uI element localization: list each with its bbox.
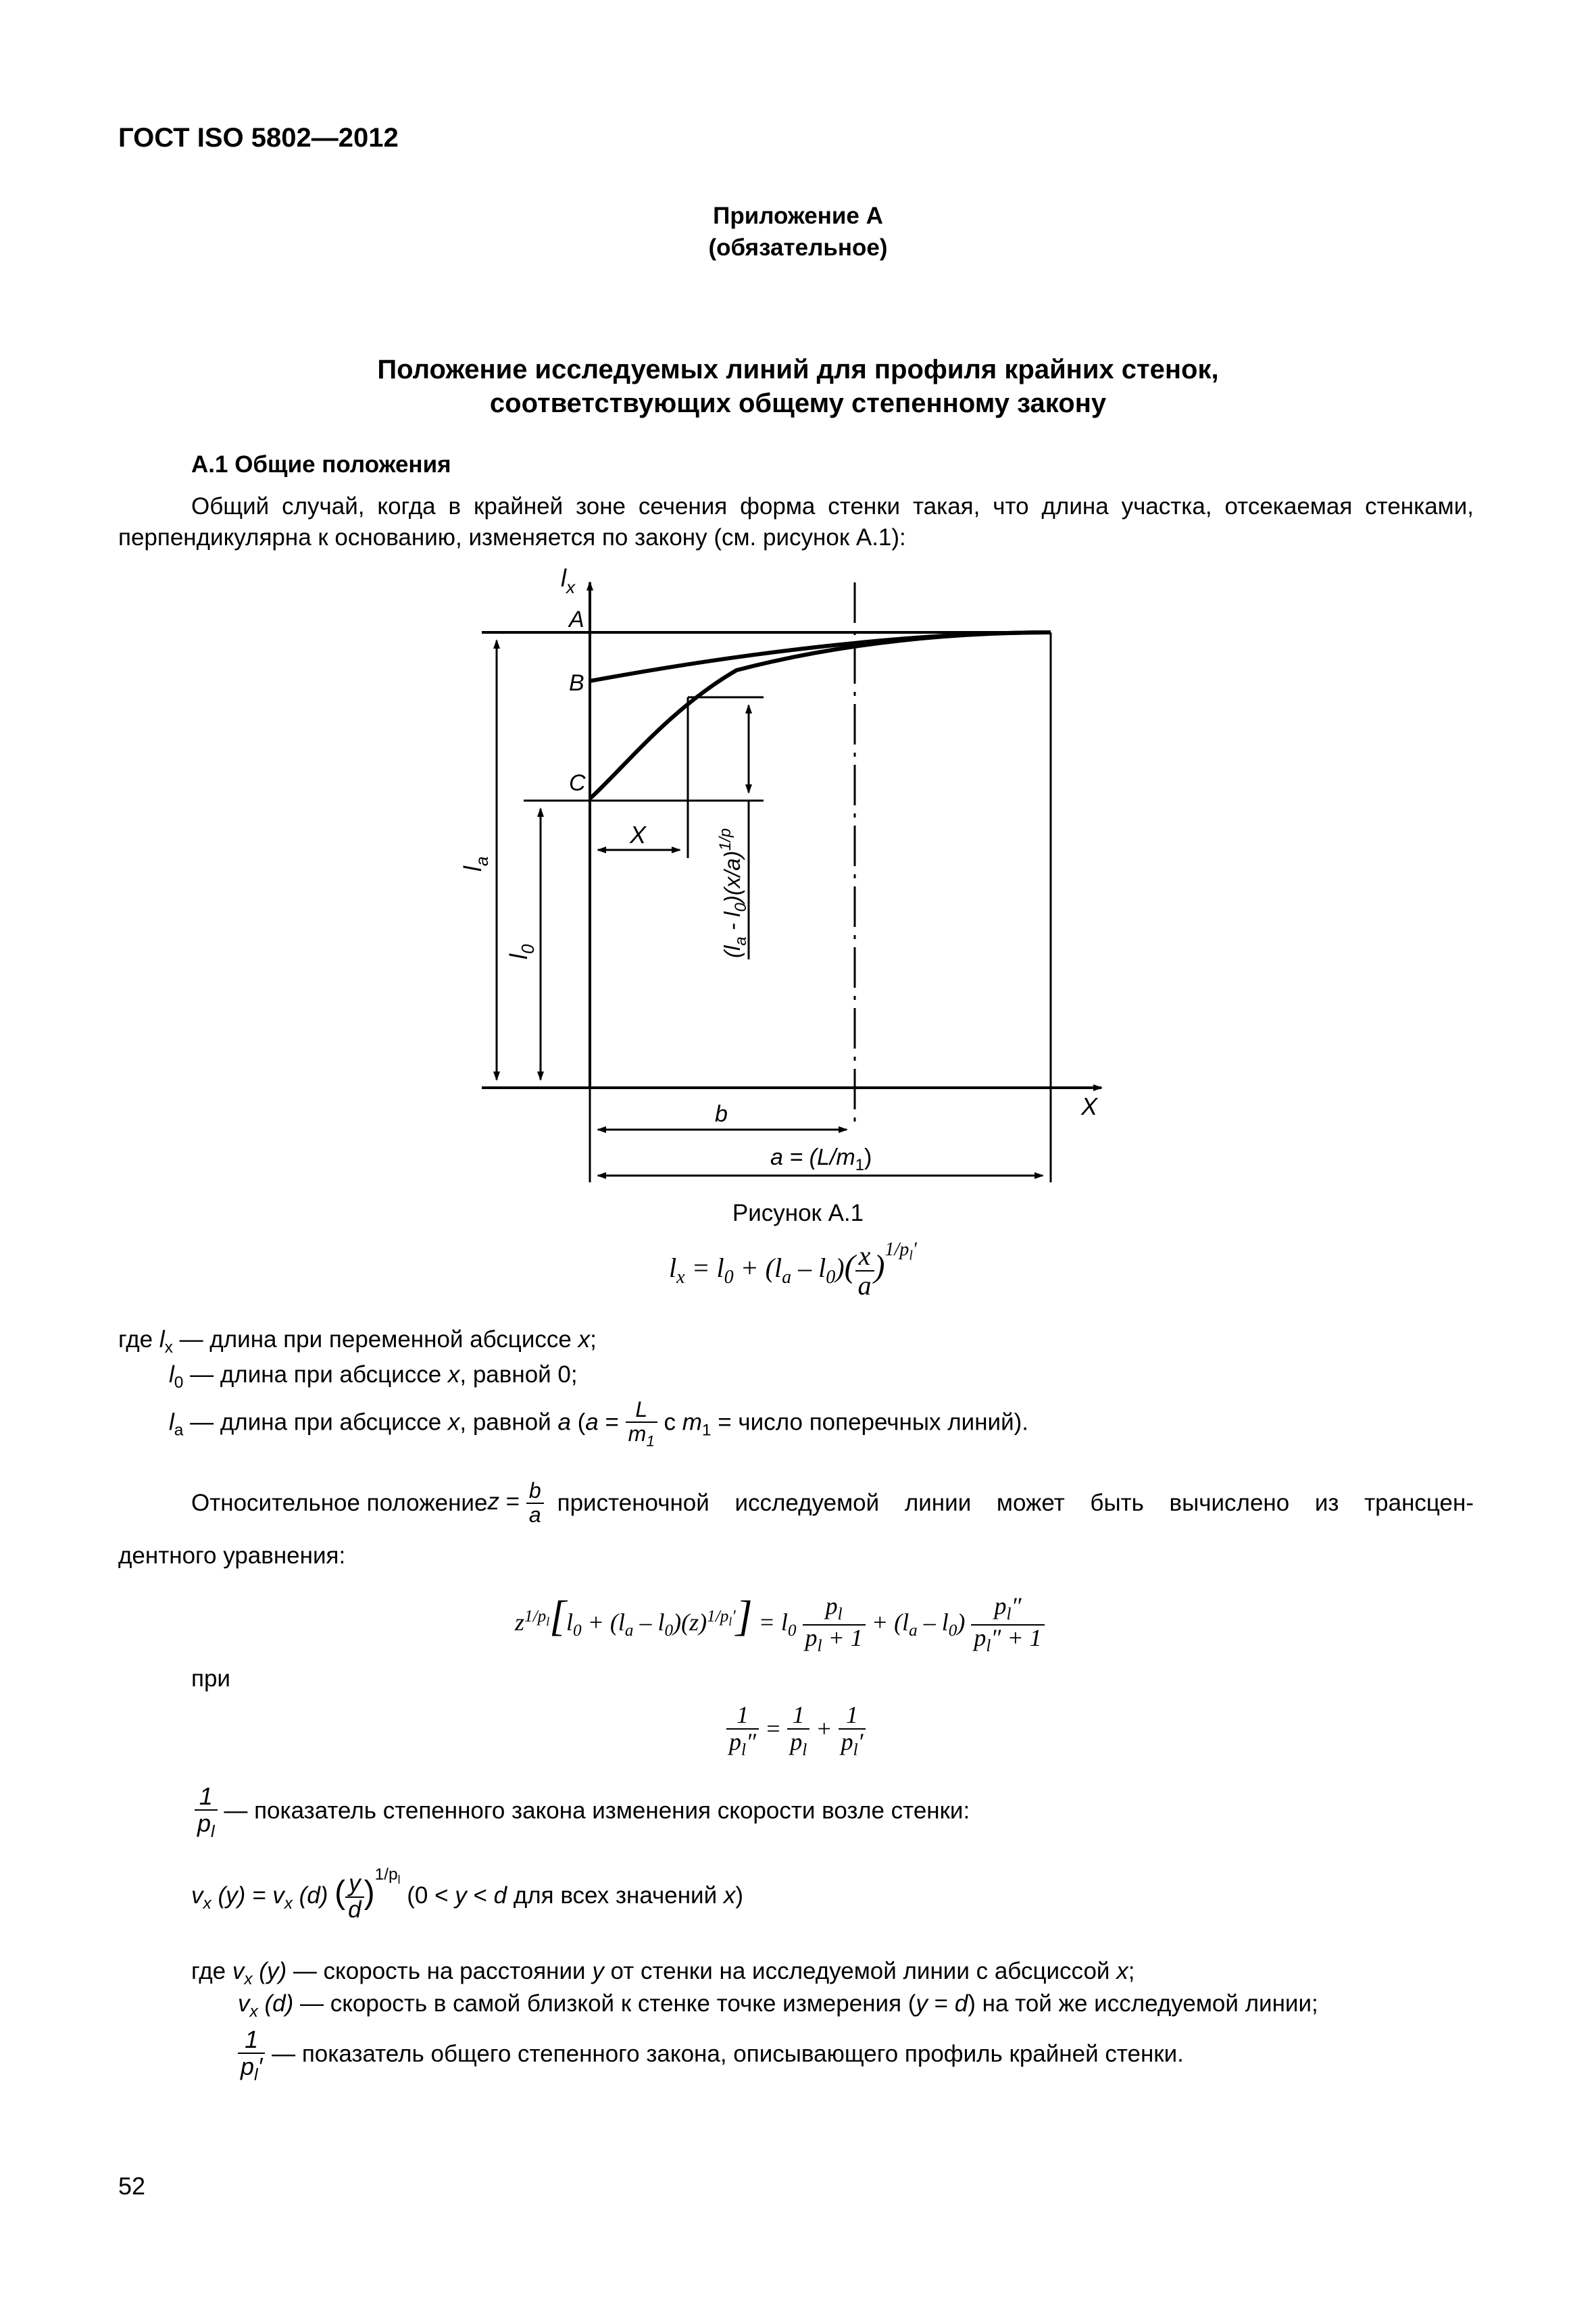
label-l0 (505, 944, 538, 959)
curve-C (590, 632, 1051, 799)
figure-caption: Рисунок А.1 (732, 1200, 864, 1226)
svg-text:l0: $l_0$ (505, 944, 538, 959)
def-la: $l_a$ — длина при абсциссе x, равной a (a = $\frac{L}{m_1}$ с $m_1$ = число поперечных линий). (169, 1397, 1029, 1449)
label-X-small: X (630, 821, 647, 849)
vdef-exponent: $\frac{1}{p_l'}$ — показатель общего степенного закона, описывающего профиль крайней стенки. (238, 2027, 1184, 2084)
svg-text:la: $l_a$ (459, 856, 492, 872)
page-number: 52 (118, 2172, 146, 2200)
vdef-vd: $v_x$ (d) — скорость в самой близкой к стенке точке измерения (y = d) на той же исследуемой линии; (238, 1990, 1318, 2021)
def-lx: где $l_x$ — длина при переменной абсциссе x; (118, 1326, 597, 1357)
para1-line1: Общий случай, когда в крайней зоне сечения форма стенки такая, что длина участка, отсекаемая стенками, (191, 493, 1474, 520)
annex-status: (обязательное) (708, 234, 888, 261)
section-title: А.1 Общие положения (191, 451, 451, 478)
def-l0: $l_0$ — длина при абсциссе x, равной 0; (169, 1361, 578, 1392)
annex-heading-line2: соответствующих общему степенному закону (489, 388, 1107, 418)
relpos-line1: Относительное положение z = $\frac{b}{a}$ пристеночной исследуемой линии может быть вычислено из трансцен- (191, 1478, 1474, 1527)
exponent-definition: $\frac{1}{p_l}$ — показатель степенного закона изменения скорости возле стенки: (195, 1784, 970, 1840)
label-a-def: $a = (L/m_1)$ (770, 1145, 872, 1174)
para1-line2: перпендикулярна к основанию, изменяется по закону (см. рисунок А.1): (118, 524, 906, 551)
curve-B (590, 632, 1051, 681)
label-la (459, 857, 492, 872)
formula-1: $l_x = l_0 + (l_a - l_0)$( $\frac{x}{a}$ )$^{1/p_l'}$ (669, 1238, 917, 1301)
label-B: B (569, 670, 584, 696)
velocity-formula: $v_x$ $(y) = v_x$ (d) ( $\frac{y}{d}$ )$^{1/p_l}$ (0 < y < d для всех значений x) (191, 1865, 744, 1923)
svg-text:(la - l0)(x/a)1/p: $(l_a - l_0)(x/a)^{1/p}$ (716, 828, 750, 958)
standard-header: ГОСТ ISO 5802—2012 (118, 123, 399, 153)
annex-heading-line1: Положение исследуемых линий для профиля крайних стенок, (377, 355, 1219, 384)
formula-2: $z^{1/p_l}[l_0 + (l_a - l_0)(z)^{1/p_l'}] = l_0$ $\frac{p_l}{p_l + 1}$ + $(l_a - l_0)$ $\frac{p_l''}{p_l'' + 1}$ (515, 1591, 1045, 1655)
vdef-vy: где $v_x$ (y) — скорость на расстоянии y от стенки на исследуемой линии с абсциссой x; (191, 1958, 1135, 1988)
relpos-line2: дентного уравнения: (118, 1542, 346, 1569)
label-b: b (715, 1101, 728, 1127)
label-C: C (569, 770, 586, 796)
label-lx: $l_x$ (561, 564, 575, 597)
pri-label: при (191, 1665, 230, 1692)
annex-title: Приложение А (713, 203, 883, 229)
label-X-axis: X (1081, 1092, 1098, 1120)
formula-3: $\frac{1}{p_l''}$ = $\frac{1}{p_l}$ + $\frac{1}{p_l'}$ (726, 1703, 866, 1759)
label-vertical-expression (716, 828, 750, 958)
label-A: A (569, 607, 584, 632)
